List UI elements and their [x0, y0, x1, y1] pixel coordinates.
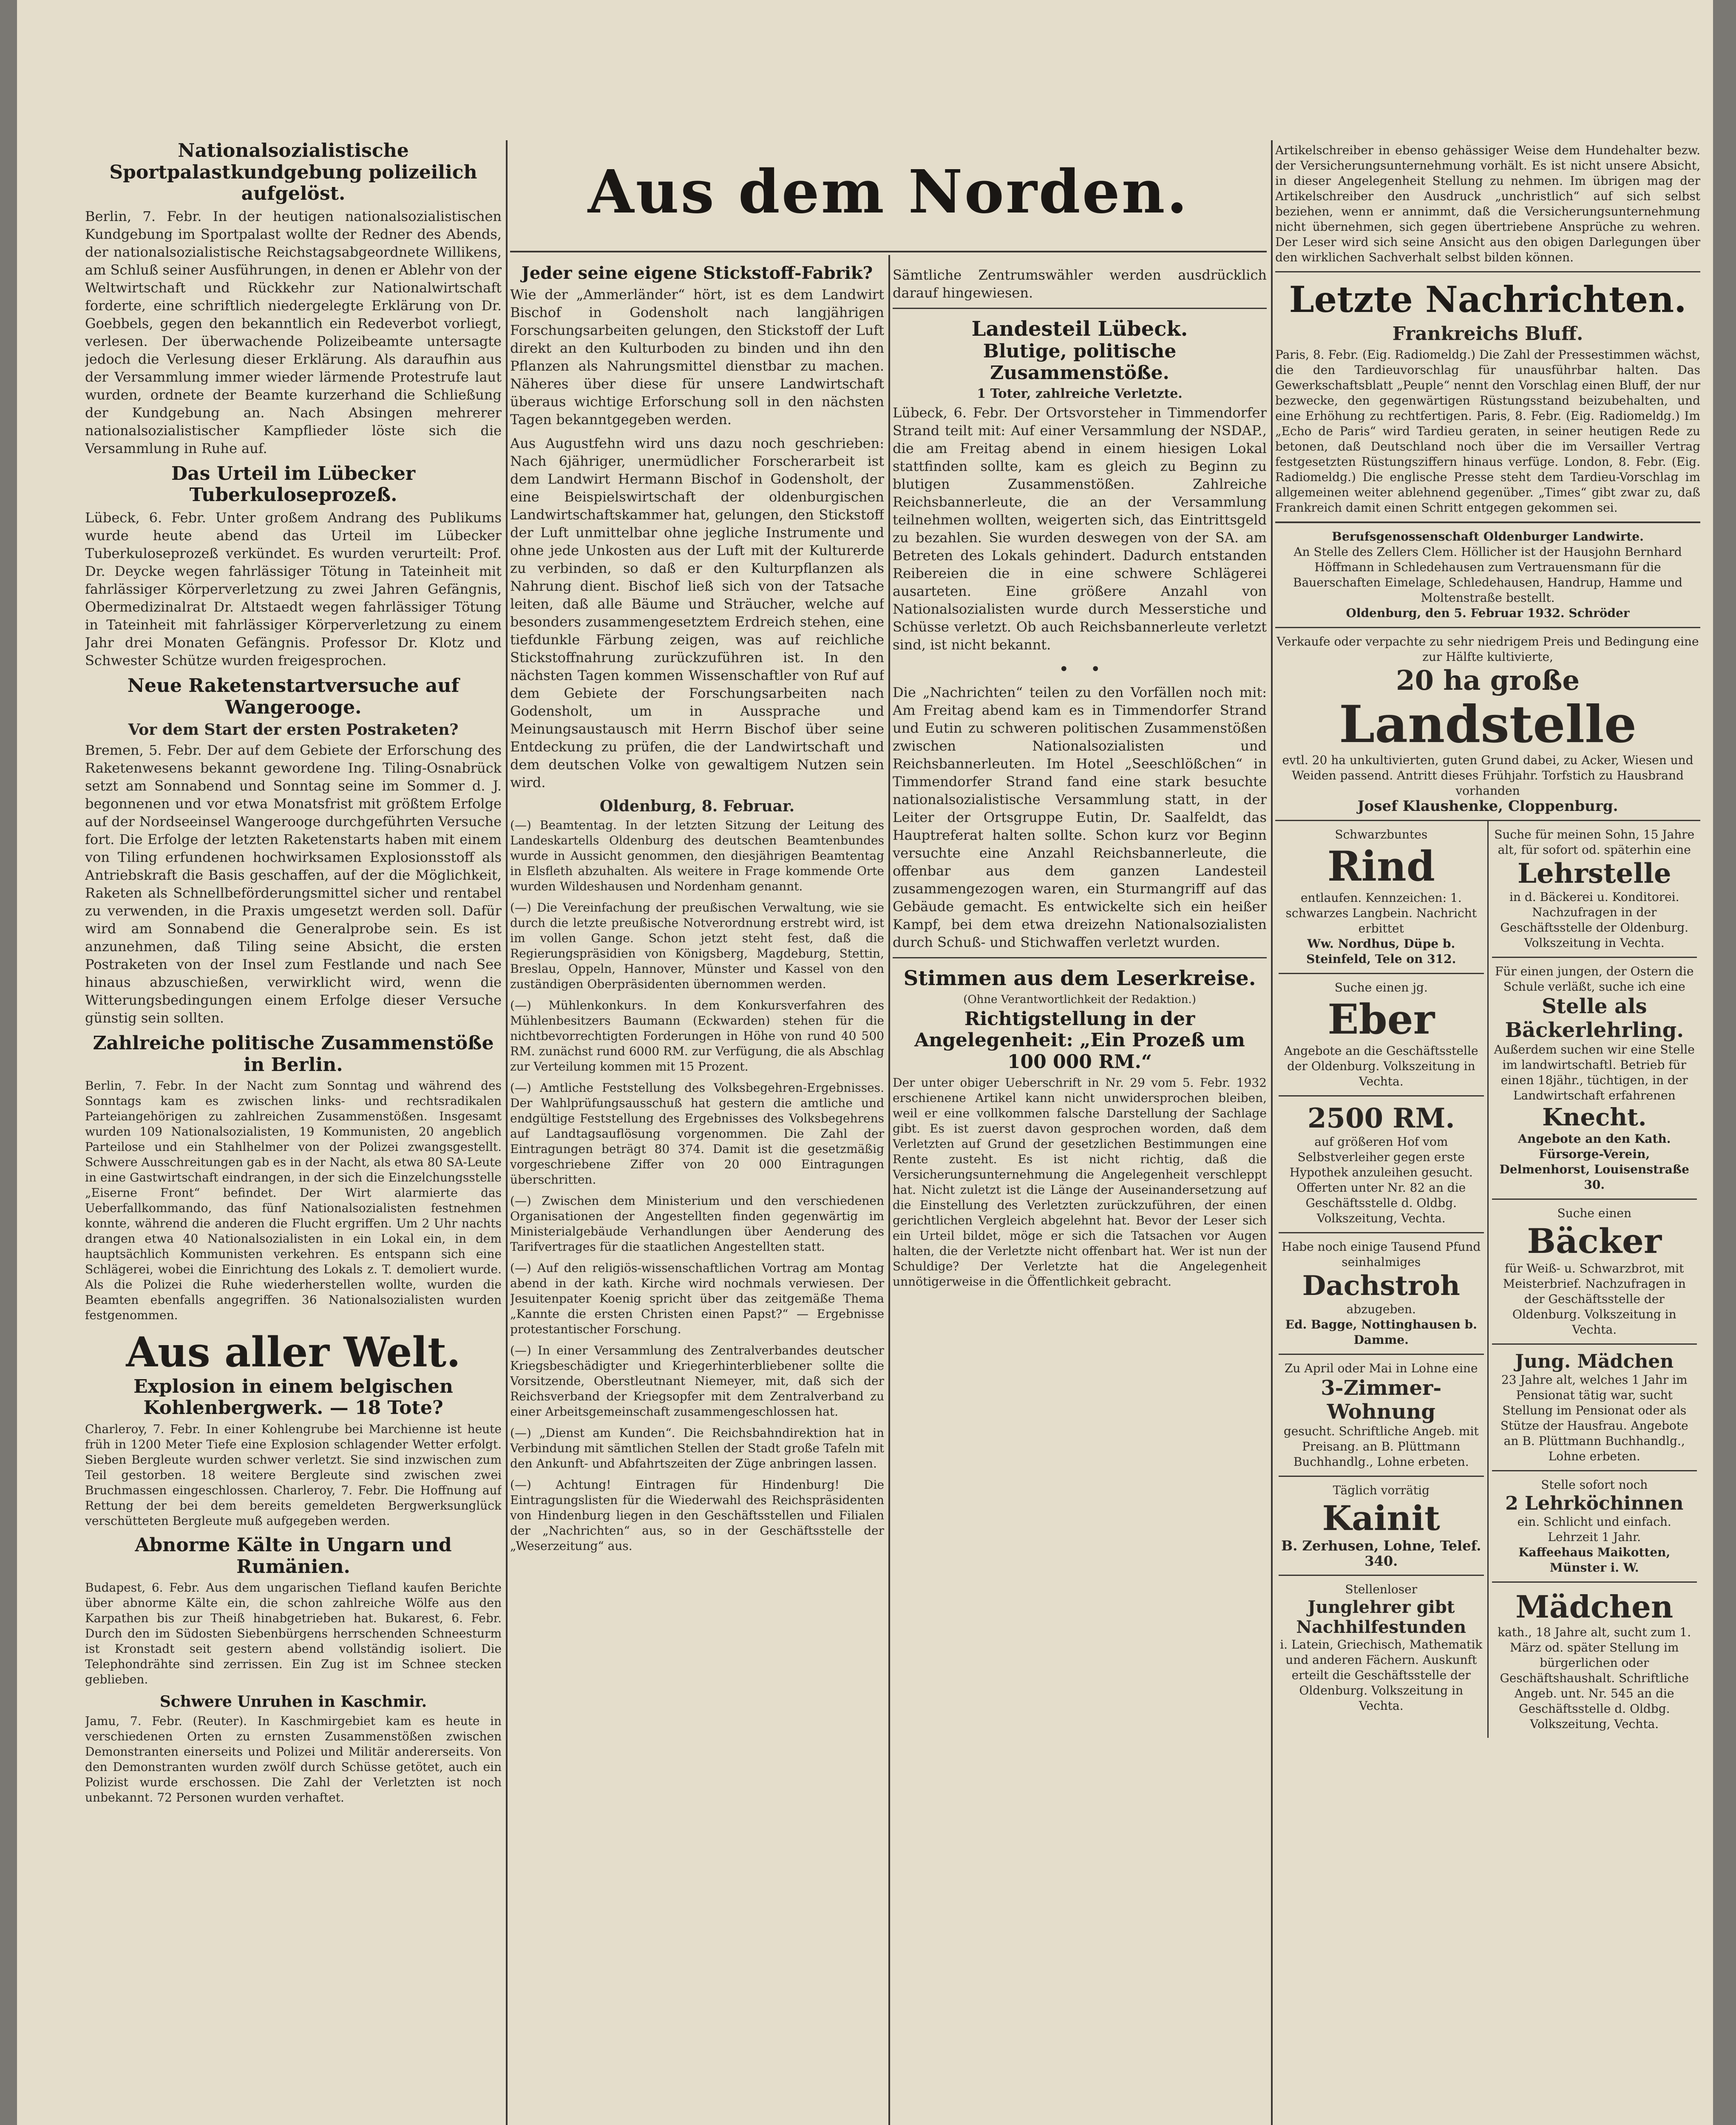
- section-title: Letzte Nachrichten.: [1275, 271, 1700, 320]
- headline: Schwere Unruhen in Kaschmir.: [159, 1693, 427, 1711]
- ad-subheading: 20 ha große: [1396, 664, 1580, 697]
- ad-signature: Josef Klaushenke, Cloppenburg.: [1357, 797, 1618, 815]
- ad-signature: Angebote an den Kath. Fürsorge-Verein, Delmenhorst, Louisenstraße 30.: [1499, 1131, 1689, 1192]
- news-item: (—) Die Vereinfachung der preußischen Verwaltung, wie sie durch die letzte preußische Notverordnung erstrebt wird, ist im vollen Gange. Schon jetzt steht fest, daß die Regierungspräsidien von Königsberg, Magdeburg, Stettin, Breslau, Oppeln, Hannover, Münster und Kassel von den zuständigen Oberpräsidenten übernommen werden.: [510, 901, 884, 991]
- ad-heading: Dachstroh: [1302, 1269, 1460, 1302]
- ad-text: Suche einen jg.: [1334, 980, 1428, 994]
- notice-signature: Oldenburg, den 5. Februar 1932. Schröder: [1346, 606, 1630, 620]
- classified-ad: [1492, 1345, 1697, 1471]
- ad-text: Für einen jungen, der Ostern die Schule verläßt, suche ich eine: [1495, 964, 1694, 994]
- article-text: Lübeck, 6. Febr. Unter großem Andrang des Publikums wurde heute abend das Urteil im Lübecker Tuberkuloseprozeß verkündet. Es wurden verurteilt: Prof. Dr. Deycke wegen fahrlässiger Tötung in Tateinheit mit fahrlässiger Körperverletzung zu zwei Jahren Gefängnis, Obermedizinalrat Dr. Altstaedt wegen fahrlässiger Tötung in Tateinheit mit fahrlässiger Körperverletzung zu einem Jahr drei Monaten Gefängnis. Professor Dr. Klotz und Schwester Schütze wurden freigesprochen.: [85, 509, 502, 669]
- ad-signature: Ww. Nordhus, Düpe b. Steinfeld, Tele on 312.: [1306, 936, 1456, 966]
- article-text: Der unter obiger Ueberschrift in Nr. 29 vom 5. Febr. 1932 erschienene Artikel kann nicht unwidersprochen bleiben, weil er eine vollkommen falsche Darstellung der Sachlage gibt. Es ist zuerst davon gesprochen worden, daß dem Verletzten auf Grund der gesetzlichen Bestimmungen eine Rente zusteht. Es ist nicht richtig, daß die Versicherungsunternehmung die Angelegenheit verschleppt hat. Nicht zuletzt ist die Länge der Auseinandersetzung auf die Einstellung des Verletzten zurückzuführen, der einen gerichtlichen Vergleich abgelehnt hat. Bevor der Leser sich ein Urteil bildet, möge er sich die Tatsachen vor Augen halten, die der Verletzte nicht offenbart hat. Wer ist nun der Schuldige? Der Verletzte hat die Angelegenheit unnötigerweise in die Öffentlichkeit gebracht.: [893, 1076, 1267, 1289]
- ad-text: Verkaufe oder verpachte zu sehr niedrigem Preis und Bedingung eine zur Hälfte kultivierte,: [1276, 634, 1699, 664]
- column-3: [893, 264, 1267, 2125]
- ads-right: [1489, 821, 1701, 1738]
- headline: Neue Raketenstartversuche auf Wangerooge.: [127, 674, 460, 718]
- ad-text: auf größeren Hof vom Selbstverleiher gegen erste Hypothek anzuleihen gesucht. Offerten unter Nr. 82 an die Geschäftsstelle d. Oldbg. Volkszeitung, Vechta.: [1289, 1134, 1473, 1225]
- headline: Abnorme Kälte in Ungarn und Rumänien.: [135, 1534, 452, 1578]
- column-rule: [506, 140, 508, 2125]
- column-4: [1275, 140, 1700, 2125]
- ad-text: Täglich vorrätig: [1333, 1483, 1430, 1497]
- news-item: (—) „Dienst am Kunden“. Die Reichsbahndirektion hat in Verbindung mit sämtlichen Stellen der Stadt große Tafeln mit den Ankunft- und Abfahrtszeiten der Züge anbringen lassen.: [510, 1426, 884, 1470]
- classified-ad: [1279, 1576, 1484, 1720]
- ad-heading: Landstelle: [1339, 694, 1637, 754]
- classified-ad: [1492, 1471, 1697, 1583]
- ad-heading: Junglehrer gibt Nachhilfestunden: [1296, 1597, 1467, 1637]
- ad-heading: 3-Zimmer-Wohnung: [1321, 1376, 1442, 1424]
- ad-heading: Bäcker: [1527, 1221, 1662, 1261]
- ad-text: Außerdem suchen wir eine Stelle im landwirtschaftl. Betrieb für einen 18jähr., tüchtigen, in der Landwirtschaft erfahrenen: [1494, 1042, 1695, 1102]
- ad-signature: Ed. Bagge, Nottinghausen b. Damme.: [1285, 1317, 1477, 1347]
- column-2: [510, 264, 884, 2125]
- ad-text: für Weiß- u. Schwarzbrot, mit Meisterbrief. Nachzufragen in der Geschäftsstelle der Oldenburg. Volkszeitung in Vechta.: [1503, 1261, 1686, 1337]
- ad-text: Schwarzbuntes: [1335, 827, 1428, 842]
- classified-ad: [1279, 821, 1484, 974]
- ad-text: Habe noch einige Tausend Pfund seinhalmiges: [1282, 1239, 1481, 1269]
- ad-text: evtl. 20 ha unkultivierten, guten Grund dabei, zu Acker, Wiesen und Weiden passend. Antritt dieses Frühjahr. Torfstich zu Hausbrand vorhanden: [1282, 753, 1693, 798]
- ad-text: i. Latein, Griechisch, Mathematik und anderen Fächern. Auskunft erteilt die Geschäftsstelle der Oldenburg. Volkszeitung in Vechta.: [1280, 1637, 1483, 1713]
- classified-ad: [1275, 628, 1700, 821]
- news-item: (—) Amtliche Feststellung des Volksbegehren-Ergebnisses. Der Wahlprüfungsausschuß hat gestern die amtliche und endgültige Feststellung des Ergebnisses des Volksbegehrens auf Landtagsauflösung vorgenommen. Die Zahl der Eintragungen beträgt 80 374. Damit ist die gesetzmäßig vorgeschriebene Ziffer von 20 000 Eintragungen überschritten.: [510, 1081, 884, 1187]
- ad-text: Suche einen: [1557, 1206, 1632, 1220]
- classified-ad: [1279, 1477, 1484, 1576]
- classified-ad: [1492, 821, 1697, 958]
- headline: Blutige, politische Zusammenstöße.: [983, 340, 1177, 384]
- news-item: (—) Beamtentag. In der letzten Sitzung der Leitung des Landeskartells Oldenburg des deutschen Beamtenbundes wurde in Aussicht genommen, den diesjährigen Beamtentag in Elsfleth abzuhalten. Als weitere in Frage kommende Orte wurden Wildeshausen und Nordenham genannt.: [510, 818, 884, 893]
- headline: Richtigstellung in der Angelegenheit: „Ein Prozeß um 100 000 RM.“: [914, 1008, 1245, 1073]
- article-text: Bremen, 5. Febr. Der auf dem Gebiete der Erforschung des Raketenwesens bekannt gewordene Ing. Tiling-Osnabrück setzt am Sonnabend und Sonntag seine im Sommer d. J. begonnenen und vor etwa Monatsfrist mit größtem Erfolge auf der Nordseeinsel Wangerooge durchgeführten Versuche fort. Die Erfolge der letzten Raketenstarts haben mit einem von Tiling erfundenen hochwirksamen Explosionsstoff als Antriebskraft die Basis geschaffen, auf der die Möglichkeit, Raketen als Schnellbeförderungsmittel sicher und rentabel zu verwenden, in die Praxis umgesetzt werden soll. Dafür wird am Sonnabend die Generalprobe sein. Es ist anzunehmen, daß Tiling seine Absicht, die ersten Postraketen von der Insel zum Festlande und nach See hinaus abzuschießen, verwirklicht wird, wenn die Witterungsbedingungen einem Erfolge dieser Versuche günstig sein sollten.: [85, 742, 502, 1026]
- ad-heading: 2 Lehrköchinnen: [1505, 1492, 1684, 1514]
- article-text: Jamu, 7. Febr. (Reuter). In Kaschmirgebiet kam es heute in verschiedenen Orten zu ernsten Zusammenstößen zwischen Demonstranten einerseits und Polizei und Militär andererseits. Von den Demonstranten wurden zwölf durch Schüsse getötet, auch ein Polizist wurde erschossen. Die Zahl der Verletzten ist noch unbekannt. 72 Personen wurden verhaftet.: [85, 1714, 502, 1805]
- ad-signature: Kaffeehaus Maikotten, Münster i. W.: [1518, 1545, 1671, 1575]
- classified-ad: [1279, 974, 1484, 1096]
- dateline: Oldenburg, 8. Februar.: [599, 797, 795, 815]
- article-text: Lübeck, 6. Febr. Der Ortsvorsteher in Timmendorfer Strand teilt mit: Auf einer Versammlung der NSDAP., die am Freitag abend in einem hiesigen Lokal stattfinden sollte, kam es gleich zu Beginn zu blutigen Zusammenstößen. Zahlreiche Reichsbannerleute, die an der Versammlung teilnehmen wollten, weigerten sich, das Eintrittsgeld zu bezahlen. Sie wurden deswegen von der SA. am Betreten des Lokals gehindert. Dadurch entstanden Reibereien die in eine schwere Schlägerei ausarteten. Eine größere Anzahl von Nationalsozialisten wurde durch Messerstiche und Schüsse verletzt. Ob auch Reichsbannerleute verletzt sind, ist nicht bekannt.: [893, 405, 1267, 653]
- news-item: (—) Zwischen dem Ministerium und den verschiedenen Organisationen der Angestellten finden gegenwärtig im Ministerialgebäude Verhandlungen über Aenderung des Tarifvertrages für die staatlichen Angestellten statt.: [510, 1194, 884, 1254]
- banner-rule: [510, 251, 1267, 252]
- news-item: (—) In einer Versammlung des Zentralverbandes deutscher Kriegsbeschädigter und Kriegerhinterbliebener sollte die Vorsitzende, Oberstleutnant Niemeyer, mit, daß sich der Reichsverband der Kriegsopfer mit dem Zentralverband zu einer Arbeitsgemeinschaft zusammengeschlossen hat.: [510, 1343, 884, 1419]
- news-item: (—) Mühlenkonkurs. In dem Konkursverfahren des Mühlenbesitzers Baumann (Eckwarden) stehen für die nichtbevorrechtigten Forderungen in Höhe von rund 40 500 RM. zunächst rund 6000 RM. zur Verfügung, die als Abschlag zur Verteilung kommen mit 15 Prozent.: [510, 998, 884, 1074]
- article-text: Berlin, 7. Febr. In der heutigen nationalsozialistischen Kundgebung im Sportpalast wollte der Redner des Abends, der nationalsozialistische Reichstagsabgeordnete Willikens, am Schluß seiner Ausführungen, in denen er Ablehr von der Weltwirtschaft und Rückkehr zur Nationalwirtschaft forderte, eine schriftlich niedergelegte Erklärung von Dr. Goebbels, gegen den bekanntlich ein Redeverbot vorliegt, verlesen. Der überwachende Polizeibeamte untersagte jedoch die Verlesung dieser Erklärung. Als daraufhin aus der Versammlung immer wieder lärmende Protestrufe laut wurden, ordnete der Beamte kurzerhand die Schließung der Kundgebung an. Nach Absingen mehrerer nationalsozialistischer Kampflieder löste sich die Versammlung in Ruhe auf.: [85, 208, 502, 456]
- column-1: [85, 140, 502, 2125]
- article-text: Berlin, 7. Febr. In der Nacht zum Sonntag und während des Sonntags kam es zwischen links- und rechtsradikalen Parteiangehörigen zu zahlreichen Zusammenstößen. Insgesamt wurden 109 Nationalsozialisten, 19 Kommunisten, 20 angeblich Parteilose und ein Stahlhelmer von der Polizei zwangsgestellt. Schwere Ausschreitungen gab es in der Nacht, als etwa 80 SA-Leute in eine Gastwirtschaft eindrangen, in der sich die Einzelchungsstelle „Eiserne Front“ befindet. Der Wirt alarmierte das Ueberfallkommando, das fünf Nationalsozialisten festnehmen konnte, während die anderen die Flucht ergriffen. Um 2 Uhr nachts drangen etwa 40 Nationalsozialisten in ein Lokal ein, in dem hauptsächlich Kommunisten verkehren. Es entspann sich eine Schlägerei, wobei die Einrichtung des Lokals z. T. demoliert wurde. Als die Polizei die Ruhe wiederherstellen wollte, wurden die Beamten ebenfalls angegriffen. 36 Nationalsozialisten wurden festgenommen.: [85, 1079, 502, 1323]
- headline: Jeder seine eigene Stickstoff-Fabrik?: [521, 264, 873, 283]
- subheadline: Vor dem Start der ersten Postraketen?: [128, 721, 459, 739]
- separator-dots: • •: [1058, 660, 1101, 680]
- headline: Landesteil Lübeck.: [893, 308, 1267, 341]
- ad-heading: Eber: [1328, 995, 1435, 1043]
- ad-heading: Knecht.: [1542, 1103, 1647, 1131]
- section-banner: Aus dem Norden.: [587, 157, 1189, 227]
- article-text: Paris, 8. Febr. (Eig. Radiomeldg.) Die Zahl der Pressestimmen wächst, die den Tardieuvorschlag für unausführbar halten. Das Gewerkschaftsblatt „Peuple“ nennt den Vorschlag einen Bluff, der nur bezwecke, den gegenwärtigen Rüstungsstand beizubehalten, und eine Erhöhung zu rechtfertigen. Paris, 8. Febr. (Eig. Radiomeldg.) Im „Echo de Paris“ wird Tardieu geraten, in seiner heutigen Rede zu betonen, daß Deutschland noch über die im Versailler Vertrag festgesetzten Rüstungsziffern hinaus verfüge. London, 8. Febr. (Eig. Radiomeldg.) Die englische Presse steht dem Tardieu-Vorschlag im allgemeinen weiter ablehnend gegenüber. „Times“ gibt zwar zu, daß Frankreich damit einen Schritt entgegen gekommen sei.: [1275, 347, 1700, 515]
- ad-heading: Rind: [1327, 842, 1435, 890]
- ad-heading: Kainit: [1322, 1498, 1440, 1538]
- ads-grid: [1275, 821, 1700, 1738]
- article-text: Aus Augustfehn wird uns dazu noch geschrieben: Nach 6jähriger, unermüdlicher Forscherarbeit ist dem Landwirt Hermann Bischof in Godensholt, der eine Beispielswirtschaft der oldenburgischen Landwirtschaftskammer hat, gelungen, den Stickstoff der Luft unmittelbar ohne jegliche Instrumente und ohne jede Unkosten aus der Luft mit der Kulturerde zu verbinden, so daß er den Kulturpflanzen als Nahrung dient. Bischof ließ sich von der Tatsache leiten, daß alle Bäume und Sträucher, welche auf besonders zusammengesetztem Erdreich stehen, eine tiefdunkle Färbung zeigen, was auf reichliche Stickstoffnahrung zurückzuführen ist. In den nächsten Tagen kommen Wissenschaftler von Ruf auf dem Gebiete der Forschungsarbeiten nach Godensholt, um in Aussprache und Meinungsaustausch mit Herrn Bischof über seine Entdeckung zu prüfen, die der Landwirtschaft und dem deutschen Volke von gewaltigem Nutzen sein wird.: [510, 435, 884, 790]
- ad-text: ein. Schlicht und einfach. Lehrzeit 1 Jahr.: [1517, 1514, 1671, 1544]
- headline: Stimmen aus dem Leserkreise.: [893, 957, 1267, 990]
- article-text: Budapest, 6. Febr. Aus dem ungarischen Tiefland kaufen Berichte über abnorme Kälte ein, die schon zahlreiche Wölfe aus den Karpathen bis zur Theiß hinabgetrieben hat. Bukarest, 6. Febr. Durch den im Südosten Siebenbürgens herrschenden Schneesturm ist Kronstadt seit gestern abend vollständig isoliert. Die Telephondrähte sind zerrissen. Ein Zug ist im Schnee stecken geblieben.: [85, 1581, 502, 1687]
- ad-heading: Stelle als Bäckerlehrling.: [1505, 994, 1684, 1042]
- ad-text: entlaufen. Kennzeichen: 1. schwarzes Langbein. Nachricht erbittet: [1285, 890, 1477, 935]
- ad-text: Angebote an die Geschäftsstelle der Oldenburg. Volkszeitung in Vechta.: [1284, 1043, 1478, 1088]
- ad-text: in d. Bäckerei u. Konditorei. Nachzufragen in der Geschäftsstelle der Oldenburg. Volkszeitung in Vechta.: [1500, 890, 1689, 950]
- article-text: Artikelschreiber in ebenso gehässiger Weise dem Hundehalter bezw. der Versicherungsunternehmung vorhält. Es ist nicht unsere Absicht, in dieser Angelegenheit Stellung zu nehmen. Im übrigen mag der Artikelschreiber den Ausdruck „unchristlich“ auf sich selbst beziehen, wenn er annimmt, daß die Versicherungsunternehmung nicht übernehmen, sich gegen übertriebene Ansprüche zu wehren. Der Leser wird sich seine Ansicht aus den obigen Darlegungen über den wirklichen Sachverhalt selbst bilden können.: [1275, 143, 1700, 264]
- subheadline: 1 Toter, zahlreiche Verletzte.: [977, 386, 1183, 402]
- article-text: Sämtliche Zentrumswähler werden ausdrücklich darauf hingewiesen.: [893, 267, 1267, 301]
- notice: [1275, 521, 1700, 628]
- ad-text: kath., 18 Jahre alt, sucht zum 1. März od. später Stellung im bürgerlichen oder Geschäftshaushalt. Schriftliche Angeb. unt. Nr. 545 an die Geschäftsstelle d. Oldbg. Volkszeitung, Vechta.: [1498, 1625, 1691, 1731]
- ad-text: 23 Jahre alt, welches 1 Jahr im Pensionat tätig war, sucht Stellung im Pensionat oder als Stütze der Hausfrau. Angebote an B. Plüttmann Buchhandlg., Lohne erbeten.: [1500, 1372, 1688, 1463]
- ad-heading: Lehrstelle: [1517, 857, 1671, 890]
- column-rule: [888, 255, 890, 2125]
- news-item: (—) Auf den religiös-wissenschaftlichen Vortrag am Montag abend in der kath. Kirche wird nochmals verwiesen. Der Jesuitenpater Koenig spricht über das zeitgemäße Thema „Kannte die ersten Christen einen Papst?“ — Ergebnisse protestantischer Forschung.: [510, 1261, 884, 1336]
- headline: Nationalsozialistische Sportpalastkundgebung polizeilich aufgelöst.: [109, 140, 477, 205]
- subheadline: (Ohne Verantwortlichkeit der Redaktion.): [963, 993, 1196, 1006]
- classified-ad: [1279, 1355, 1484, 1477]
- notice-title: Berufsgenossenschaft Oldenburger Landwirte.: [1332, 529, 1644, 544]
- classified-ad: [1492, 1583, 1697, 1738]
- ad-text: Stellenloser: [1345, 1582, 1418, 1596]
- article-text: Die „Nachrichten“ teilen zu den Vorfällen noch mit: Am Freitag abend kam es in Timmendorfer Strand und Eutin zu schweren politischen Zusammenstößen zwischen Nationalsozialisten und Reichsbannerleuten. Im Hotel „Seeschlößchen“ in Timmendorfer Strand fand eine stark besuchte nationalsozialistische Versammlung statt, in der Leiter der Ortsgruppe Eutin, Dr. Saalfeldt, das Hauptreferat halten sollte. Schon kurz vor Beginn versuchte eine Anzahl Reichsbannerleute, die offenbar aus dem ganzen Landesteil zusammengezogen waren, ein Sturmangriff auf das Gebäude gemacht. Es entwickelte sich ein heißer Kampf, bei dem etwa dreizehn Nationalsozialisten durch Schuß- und Stichwaffen verletzt wurden.: [893, 684, 1267, 951]
- ad-heading: Jung. Mädchen: [1515, 1350, 1674, 1372]
- ad-signature: B. Zerhusen, Lohne, Telef. 340.: [1281, 1537, 1481, 1569]
- ad-heading: 2500 RM.: [1307, 1102, 1455, 1134]
- ad-text: Zu April oder Mai in Lohne eine: [1284, 1361, 1478, 1375]
- newspaper-page: [17, 0, 1713, 2125]
- classified-ad: [1492, 958, 1697, 1200]
- ad-text: gesucht. Schriftliche Angeb. mit Preisang. an B. Plüttmann Buchhandlg., Lohne erbeten.: [1283, 1424, 1479, 1469]
- article-text: Charleroy, 7. Febr. In einer Kohlengrube bei Marchienne ist heute früh in 1200 Meter Tiefe eine Explosion schlagender Wetter erfolgt. Sieben Bergleute wurden schwer verletzt. Sie sind inzwischen zum Teil gestorben. 18 weitere Bergleute sind zwischen zwei Bruchmassen eingeschlossen. Charleroy, 7. Febr. Die Hoffnung auf Rettung der bei dem bereits gemeldeten Bergwerksunglück verschütteten Bergleute muß aufgegeben werden.: [85, 1422, 502, 1528]
- classified-ad: [1279, 1096, 1484, 1233]
- ad-heading: Mädchen: [1515, 1588, 1674, 1625]
- headline: Das Urteil im Lübecker Tuberkuloseprozeß.: [171, 462, 416, 506]
- news-item: (—) Achtung! Eintragen für Hindenburg! Die Eintragungslisten für die Wiederwahl des Reichspräsidenten von Hindenburg liegen in den Geschäftsstellen und Filialen der „Nachrichten“ aus, so in der Geschäftsstelle der „Weserzeitung“ aus.: [510, 1478, 884, 1553]
- notice-text: An Stelle des Zellers Clem. Höllicher ist der Hausjohn Bernhard Höffmann in Schledehausen zum Vertrauensmann für die Bauerschaften Eimelage, Schledehausen, Handrup, Hamme und Moltenstraße bestellt.: [1293, 544, 1682, 605]
- ads-left: [1275, 821, 1489, 1738]
- ad-text: Stelle sofort noch: [1541, 1477, 1648, 1492]
- headline: Zahlreiche politische Zusammenstöße in Berlin.: [93, 1032, 494, 1076]
- headline: Explosion in einem belgischen Kohlenbergwerk. — 18 Tote?: [133, 1375, 453, 1419]
- classified-ad: [1492, 1200, 1697, 1345]
- subheadline: Frankreichs Bluff.: [1392, 323, 1583, 345]
- section-title: Aus aller Welt.: [126, 1328, 461, 1377]
- ad-text: abzugeben.: [1346, 1302, 1416, 1316]
- article-text: Wie der „Ammerländer“ hört, ist es dem Landwirt Bischof in Godensholt nach langjährigen Forschungsarbeiten gelungen, den Stickstoff der Luft direkt an den Kulturboden zu binden und ihn den Pflanzen als Nahrungsmittel dienstbar zu machen. Näheres über diese für unsere Landwirtschaft überaus wichtige Erforschung soll in den nächsten Tagen bekanntgegeben werden.: [510, 286, 884, 428]
- column-rule: [1271, 140, 1273, 2125]
- classified-ad: [1279, 1233, 1484, 1355]
- ad-text: Suche für meinen Sohn, 15 Jahre alt, für sofort od. späterhin eine: [1494, 827, 1695, 857]
